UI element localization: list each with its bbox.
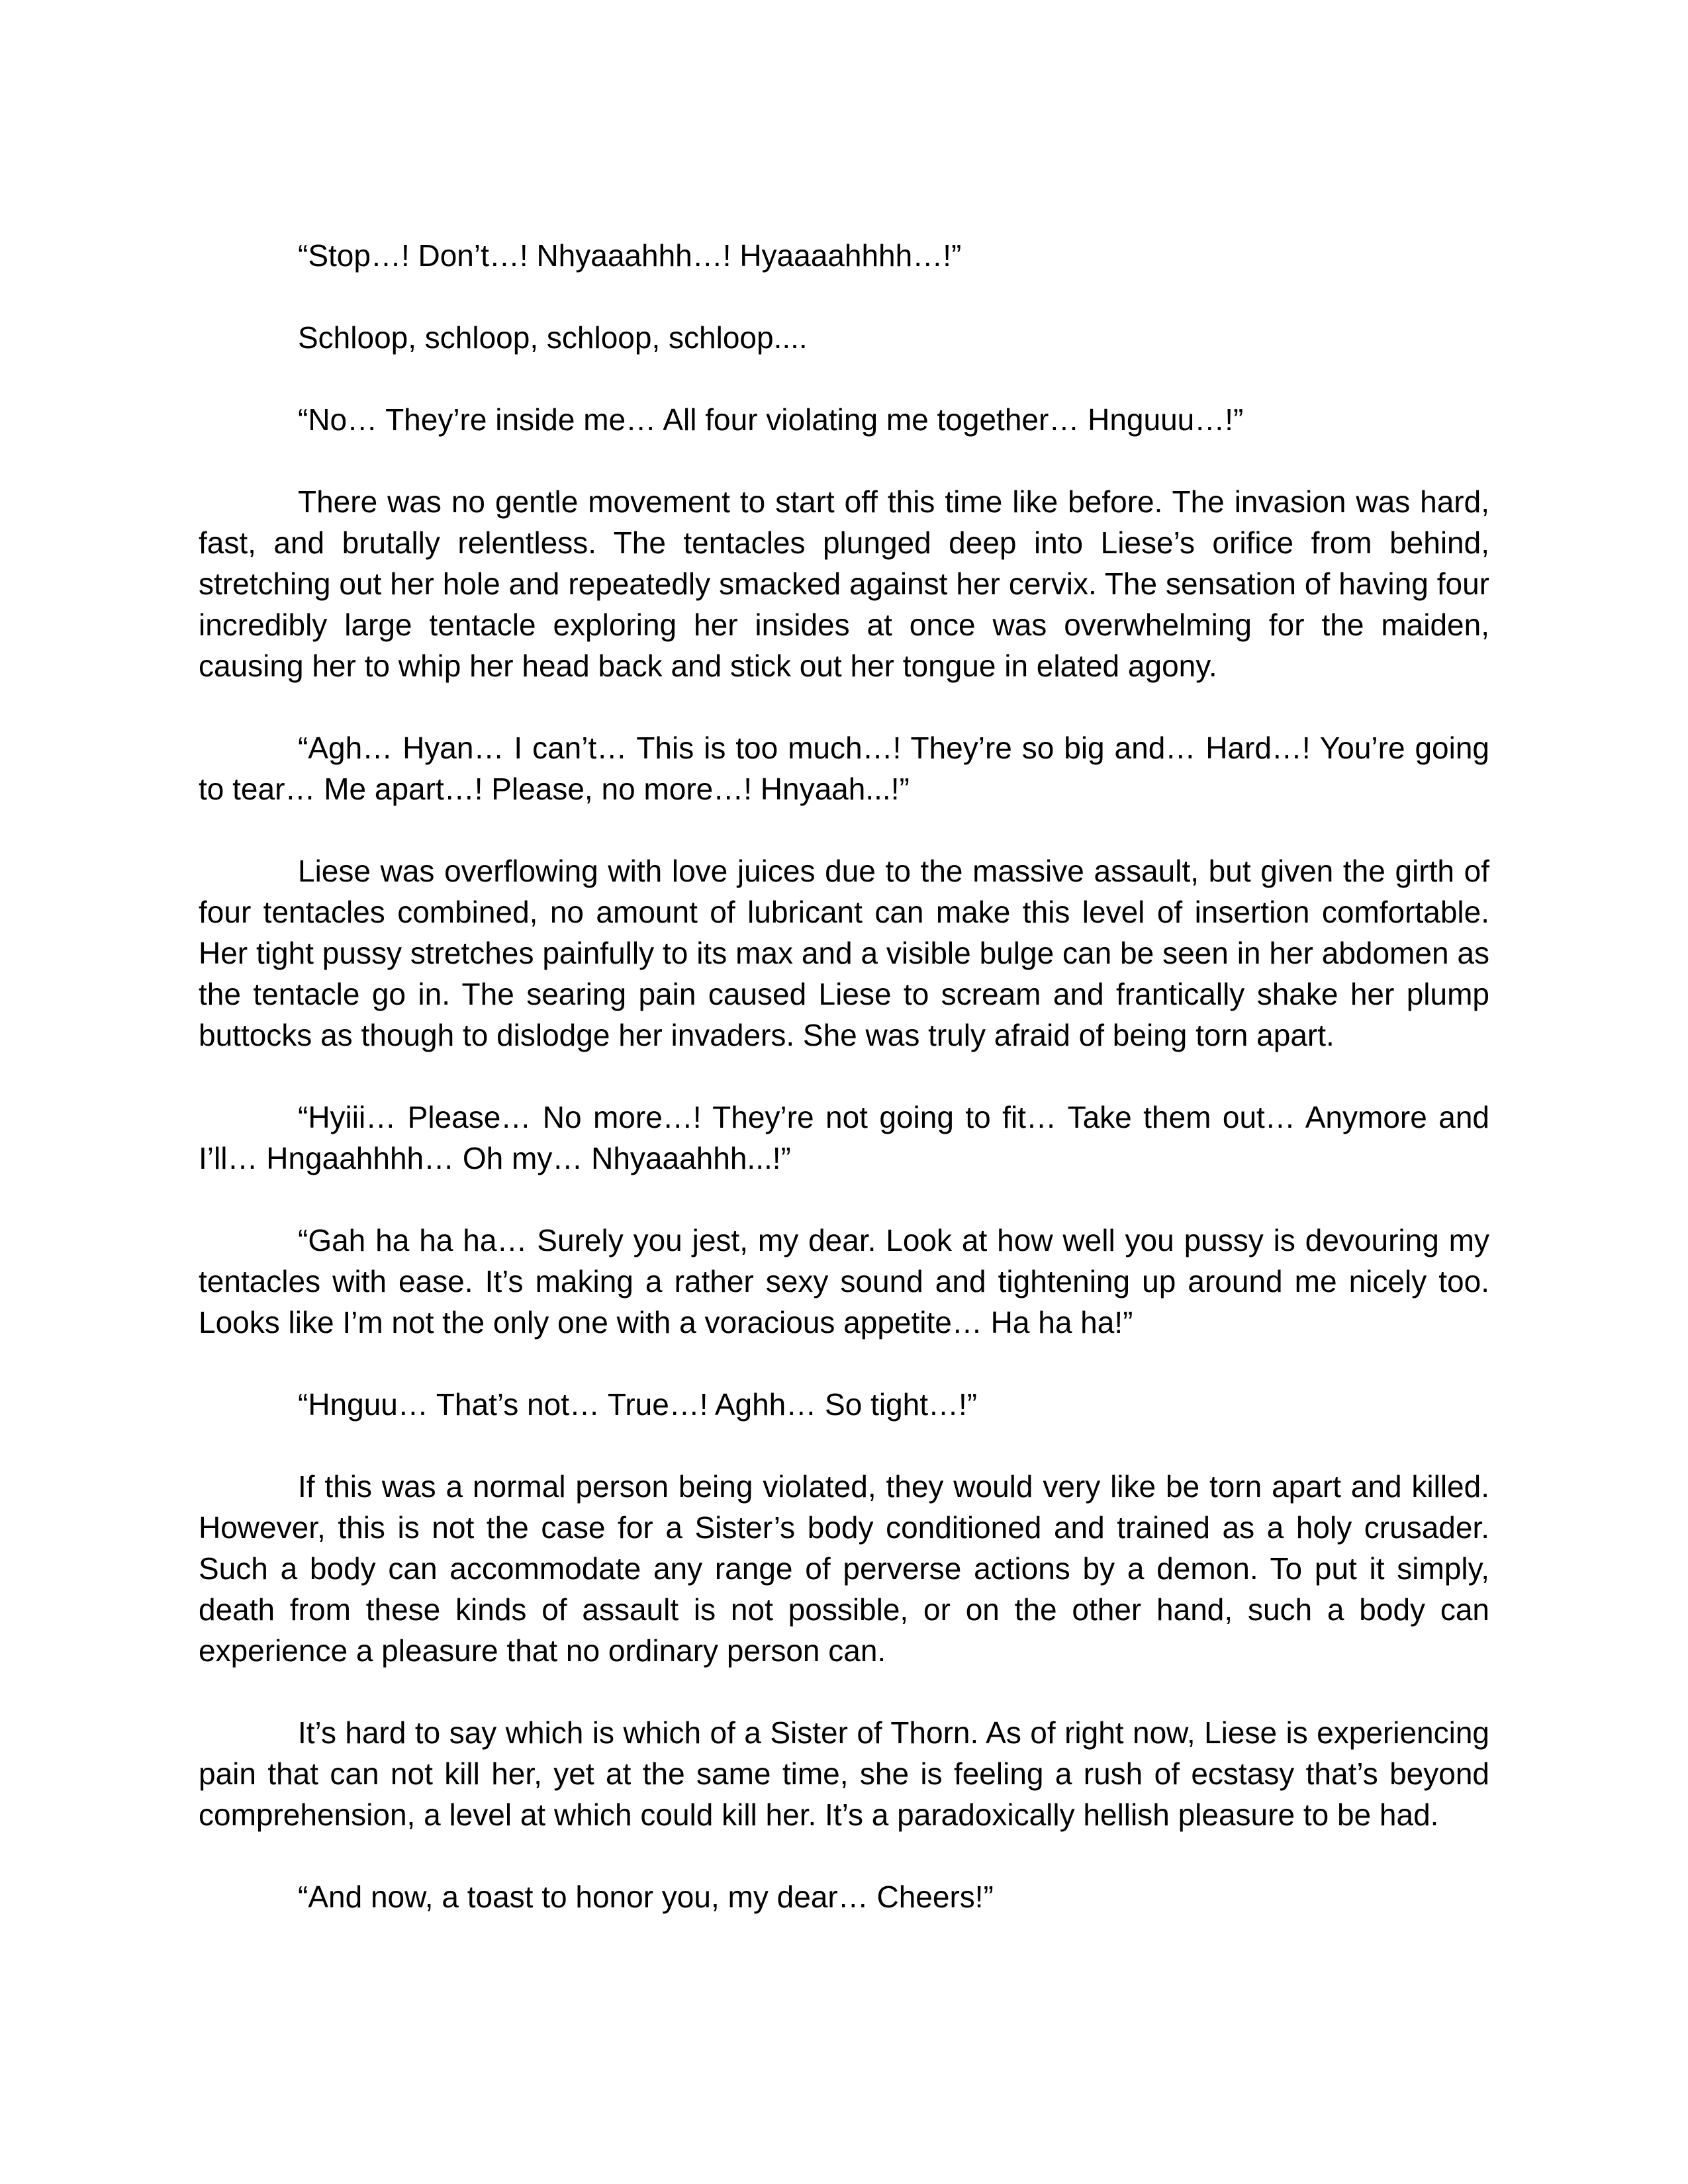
paragraph-dialogue: “Hyiii… Please… No more…! They’re not going to fit… Take them out… Anymore and I’ll… Hngaahhhh… Oh my… Nhyaaahhh...!” xyxy=(199,1100,1489,1175)
paragraph-sound-effect: Schloop, schloop, schloop, schloop.... xyxy=(298,320,808,355)
paragraph-dialogue: “Hnguu… That’s not… True…! Aghh… So tight…!” xyxy=(298,1387,978,1422)
paragraph-narration: It’s hard to say which is which of a Sister of Thorn. As of right now, Liese is experiencing pain that can not kill her, yet at the same time, she is feeling a rush of ecstasy that’s beyond comprehension, a level at which could kill her. It’s a paradoxically hellish pleasure to be had. xyxy=(199,1715,1489,1832)
paragraph-dialogue: “And now, a toast to honor you, my dear… Cheers!” xyxy=(298,1880,994,1914)
paragraph-narration: Liese was overflowing with love juices due to the massive assault, but given the girth of four tentacles combined, no amount of lubricant can make this level of insertion comfortable. Her tight pussy stretches painfully to its max and a visible bulge can be seen in her abdomen as the tentacle go in. The searing pain caused Liese to scream and frantically shake her plump buttocks as though to dislodge her invaders. She was truly afraid of being torn apart. xyxy=(199,854,1489,1052)
paragraph-dialogue: “Gah ha ha ha… Surely you jest, my dear. Look at how well you pussy is devouring my tentacles with ease. It’s making a rather sexy sound and tightening up around me nicely too. Looks like I’m not the only one with a voracious appetite… Ha ha ha!” xyxy=(199,1223,1489,1340)
paragraph-dialogue: “Stop…! Don’t…! Nhyaaahhh…! Hyaaaahhhh…!” xyxy=(298,238,962,273)
paragraph-narration: There was no gentle movement to start off this time like before. The invasion was hard, fast, and brutally relentless. The tentacles plunged deep into Liese’s orifice from behind, stretching out her hole and repeatedly smacked against her cervix. The sensation of having four incredibly large tentacle exploring her insides at once was overwhelming for the maiden, causing her to whip her head back and stick out her tongue in elated agony. xyxy=(199,484,1489,683)
paragraph-narration: If this was a normal person being violated, they would very like be torn apart and killed. However, this is not the case for a Sister’s body conditioned and trained as a holy crusader. Such a body can accommodate any range of perverse actions by a demon. To put it simply, death from these kinds of assault is not possible, or on the other hand, such a body can experience a pleasure that no ordinary person can. xyxy=(199,1469,1489,1668)
paragraph-dialogue: “Agh… Hyan… I can’t… This is too much…! They’re so big and… Hard…! You’re going to tear… Me apart…! Please, no more…! Hnyaah...!” xyxy=(199,731,1489,806)
paragraph-dialogue: “No… They’re inside me… All four violating me together… Hnguuu…!” xyxy=(298,402,1244,437)
